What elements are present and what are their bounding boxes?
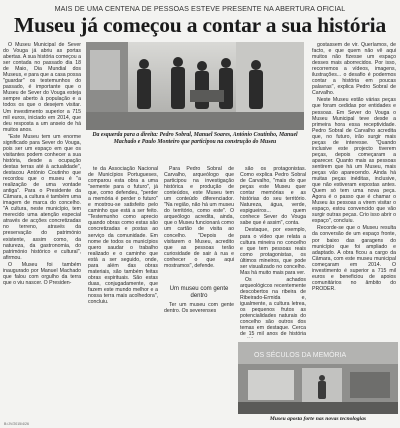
photo-wall-text: OS SÉCULOS DA MEMÓRIA <box>254 352 347 359</box>
col5-paragraph-2: Neste Museu estão várias peças que foram cedidas por entidades e pessoas. Em Sever do Vouga o Museu Municipal teve desde a primeira hora essa receptividade. Pedro Sobral de Carvalho acredita que, no futuro, irão surgir mais peças de interesse. "Quando inclusive este projecto tiverem peças, depois começaram a aparecer. Quanto mais as pessoas sentirem que há um Museu, mais peças vão aparecendo. Ainda há muitas peças inéditas, inclusive, que não estiveram expostas antes. Quem só tem uma nova peça. Agora é o passo que é chamar o Museu às pessoas a virem visitar o espaço, estou convencido que vão surgir outras peças. Crio isso abrir o espaço", concluiu. <box>312 97 396 225</box>
section-subhead: Um museu com gente dentro <box>169 286 229 299</box>
photo-museum-image <box>238 342 398 414</box>
col3-tail: Ter um museu com gente dentro. Os severenses <box>164 302 234 315</box>
col3-paragraph-1: Para Pedro Sobral de Carvalho, arqueólogo que participou na investigação histórica e produção de conteúdos, este Museu tem um conteúdo diferenciador. "Na região, não há um museu do território, como este". O arqueólogo acredita, ainda, que o Museu funcionará como um cartão de visita ao concelho. "Depois de visitarem o Museu, acredito que as pessoas terão curiosidade de sair à rua e conhecer o que aqui mostramos", defende. <box>164 166 234 269</box>
page-credit: B:/JV/2015/4/26 <box>4 422 29 426</box>
headline: Museu já começou a contar a sua história <box>13 13 386 37</box>
photo-inauguration-image <box>86 42 304 130</box>
column-3 <box>164 166 234 276</box>
column-1 <box>3 42 81 422</box>
col2-paragraph-1: te da Associação Nacional de Municípios Portugueses, comparou esta obra a uma "semente para o futuro", já que, como defendeu, "perder a memória é perder o futuro" e mostrou-se satisfeito pelo caminho que está a ser feito. "Testemunho como aprecio quando obras como estas são concretizadas e postas ao serviço da comunidade. Em nome de todos os municípios quero saudar o trabalho realizado e o caminho que está a ser seguido, onde, para além das obras materiais, são também feitas obras espirituais. São estas duas, conjugadamente, que fazem este mundo melhor e a nossa terra mais acolhedora", concluiu. <box>88 166 158 306</box>
kicker: MAIS DE UMA CENTENA DE PESSOAS ESTEVE PRESENTE NA ABERTURA OFICIAL <box>54 4 346 13</box>
photo-museum-interior <box>238 342 398 414</box>
column-2 <box>88 166 158 341</box>
col1-paragraph-2: "Este Museu tem um enorme significado para Sever do Vouga, pois ser um espaço em que os visitantes podem conhecer a sua história, desde a ocupação destas terras até à actualidade", destacou António Coutinho que recordou que o museu é "a realização de uma vontade antiga". Para o Presidente da Câmara, a cultura é também uma imagem de marca do concelho. "A cultura, neste município, tem merecido uma atenção especial através de acções concretizadas no terreno, através da preservação do património existente, assim como, da natureza, da gastronomia, do património histórico e cultural", afirmou. <box>3 133 81 261</box>
photo-caption-top: Da esquerda para a direita: Pedro Sobral, Manuel Soares, António Coutinho, Manuel Machado e Paulo Monteiro que participou na construção do Museu <box>92 132 298 145</box>
photo-caption-bottom: Museu aposta forte nas novas tecnologias <box>269 416 367 422</box>
col5-paragraph-3: Recorde-se que o Museu resulta da conversão de um espaço fronte, por baixo das garagens do município que foi ampliado e adaptado. A obra ficou a cargo da Câmara, com este museu municipal começaram em 2014. O investimento é superior a 715 mil euros e beneficiou de apoios comunitários no âmbito do PRODER. <box>312 225 396 292</box>
col4-paragraph-2: Destaque, por exemplo, para o vídeo que relata a cultura mineira no concelho e que tem pessoas reais como protagonistas, os últimos mineiros, que pode ser visualizado no concelho. Mas há muito mais para ver. <box>240 227 306 276</box>
photo-group-inauguration <box>86 42 304 130</box>
col1-paragraph-1: O Museu Municipal de Sever do Vouga já abriu as portas abertas. A sua história começou a ser contada no passado dia 18 de Maio, Dia Mundial dos Museus, e para que a casa possa "guardar" os testemunhos do passado, é importante que o Museu de Sever do Vouga esteja sempre aberto à população e a todos os que o desejem visitar. Um investimento superior a 715 mil euros, iniciado em 2014, que deu resposta a um anseio de há muitos anos. <box>3 42 81 133</box>
col4-paragraph-3: Os achados arqueológicos recentemente descobertos na ribeira de Ribeirado-Ermida e, igualmente, a cultura letrea, os pequenos frutos as potencialidades naturais do concelho são outros dos temas em destaque. Cerca de 15 mil anos de história <box>240 276 306 338</box>
col5-paragraph-1: gostassem de vir. Queríamos, de facto, e que quem não vê aqui muitos não fizesse um espaço desses mais aborrecidos. Por isso, recorremos a vídeos, imagens, ilustrações... o desafio é podermos contar a história em poucas palavras", explica Pedro Sobral de Carvalho. <box>312 42 396 97</box>
col4-paragraph-1: são os protagonistas. Como explica Pedro Sobral de Carvalho, "mais do que peças este Museu quer contar memórias e as histórias do seu território. Natureza, água, verde, espigueiros... quem conhece Sever do Vouga sabe que é assim", conta. <box>240 166 306 227</box>
column-3-tail <box>164 302 234 332</box>
column-5 <box>312 42 396 342</box>
col1-paragraph-3: O Museu foi também inaugurado por Manuel Machado que falou com orgulho da terra que o viu nascer. O Presiden- <box>3 261 81 286</box>
column-4 <box>240 166 306 338</box>
